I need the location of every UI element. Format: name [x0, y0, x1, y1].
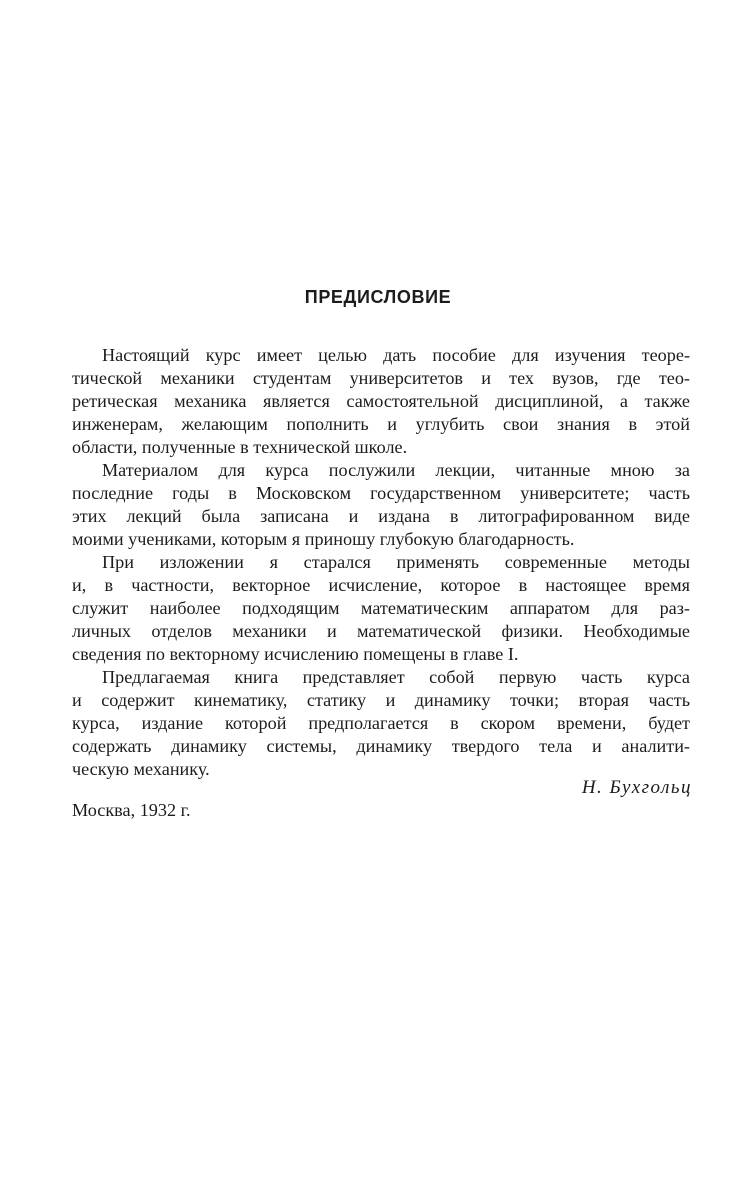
paragraph-4 [72, 666, 690, 781]
place-and-date: Москва, 1932 г. [72, 800, 191, 820]
text-line: курса, издание которой предполагается в скором времени, будет [72, 713, 690, 733]
text-line: этих лекций была записана и издана в литографированном виде [72, 506, 690, 526]
preface-body [72, 344, 690, 781]
text-line: При изложении я старался применять современные методы [102, 552, 690, 572]
text-line: служит наиболее подходящим математическим аппаратом для раз- [72, 598, 690, 618]
paragraph-3 [72, 551, 690, 666]
text-line: области, полученные в технической школе. [72, 437, 408, 457]
text-line: сведения по векторному исчислению помещены в главе I. [72, 644, 519, 664]
text-line: инженерам, желающим пополнить и углубить свои знания в этой [72, 414, 690, 434]
text-line: Материалом для курса послужили лекции, читанные мною за [102, 460, 690, 480]
text-line: и содержит кинематику, статику и динамику точки; вторая часть [72, 690, 690, 710]
text-line: ретическая механика является самостоятельной дисциплиной, а также [72, 391, 690, 411]
text-line: тической механики студентам университетов и тех вузов, где тео- [72, 368, 690, 388]
text-line: последние годы в Московском государственном университете; часть [72, 483, 690, 503]
text-line: содержать динамику системы, динамику твердого тела и аналити- [72, 736, 690, 756]
paragraph-2 [72, 459, 690, 551]
text-line: Предлагаемая книга представляет собой первую часть курса [102, 667, 690, 687]
text-line: моими учениками, которым я приношу глубокую благодарность. [72, 529, 575, 549]
page-title: ПРЕДИСЛОВИЕ [304, 287, 452, 307]
paragraph-1 [72, 344, 690, 459]
author-signature: Н. Бухгольц [581, 777, 692, 798]
text-line: ческую механику. [72, 759, 210, 779]
text-line: и, в частности, векторное исчисление, которое в настоящее время [72, 575, 690, 595]
text-line: Настоящий курс имеет целью дать пособие для изучения теоре- [102, 345, 690, 365]
text-line: личных отделов механики и математической физики. Необходимые [72, 621, 690, 641]
